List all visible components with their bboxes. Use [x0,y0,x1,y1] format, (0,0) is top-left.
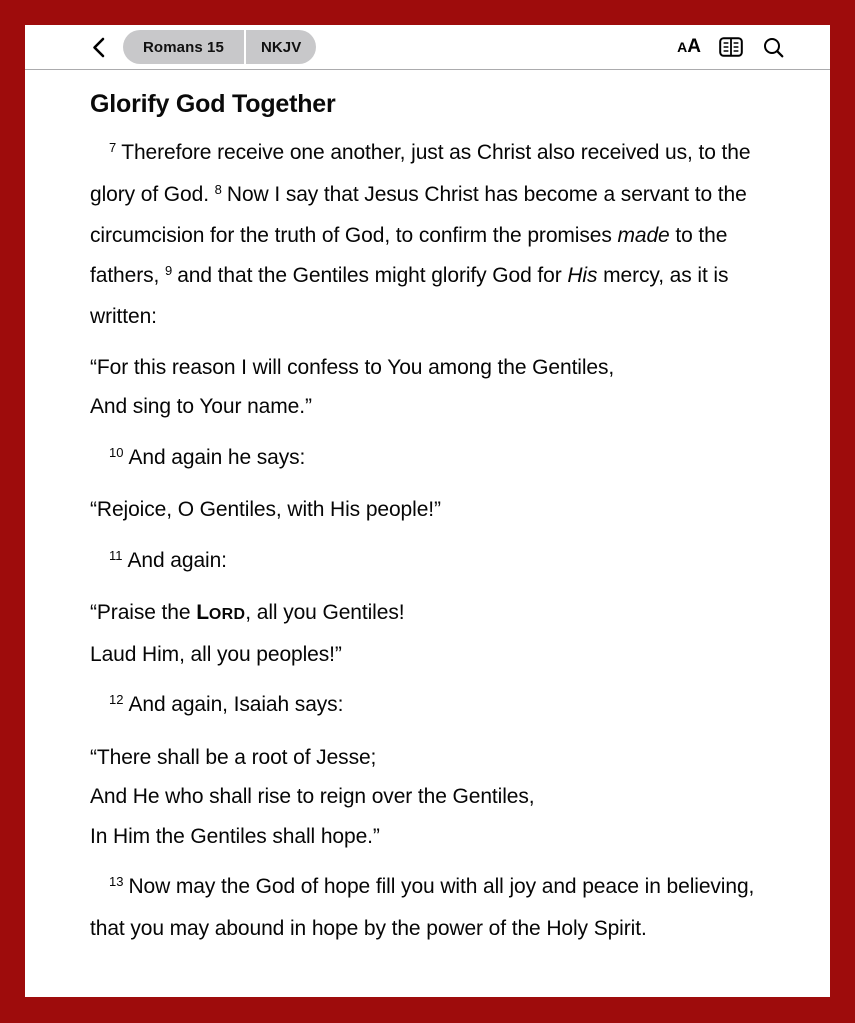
back-button[interactable] [83,30,113,64]
poetry-block [90,593,766,674]
poetry-block [90,738,766,857]
scripture-text: And again: [127,548,227,572]
poetry-block [90,490,766,530]
divine-name-smallcaps: LORD [196,601,246,624]
top-bar [25,25,830,70]
verse-number: 13 [109,874,124,889]
poetry-line [90,387,766,427]
chevron-left-icon [92,37,105,58]
verse-number: 11 [109,547,123,563]
search-button[interactable] [756,30,790,64]
scripture-text: Therefore receive one another, just as Christ also received us, to the glory of God. [90,141,751,206]
scripture-text: Now may the God of hope fill you with all joy and peace in believing, that you may abound in hope by the power of the Holy Spirit. [90,875,755,940]
verse-paragraph [90,541,766,583]
scripture-text: “Praise the [90,601,197,624]
poetry-line [90,738,766,778]
scripture-text: And again he says: [128,445,306,469]
verse-number: 12 [109,692,124,707]
poetry-line [90,490,766,530]
text-size-aa-icon: A A [677,36,701,57]
open-book-icon [719,37,743,57]
reference-pill [123,30,316,64]
scripture-text: mercy, as it is written: [90,263,729,328]
poetry-line [90,777,766,817]
italic-text: made [617,224,670,247]
text-size-button[interactable] [672,30,706,64]
scripture-text: and that the Gentiles might glorify God for [177,263,568,287]
verse-paragraph [90,685,766,727]
scripture-content [90,133,766,948]
poetry-line [90,348,766,388]
book-chapter-segment[interactable]: Romans 15 [123,30,244,64]
section-heading: Glorify God Together [90,90,336,118]
reader-view-button[interactable] [714,30,748,64]
poetry-block [90,348,766,427]
translation-segment[interactable]: NKJV [244,30,316,64]
scripture-text: Laud Him, all you peoples!” [90,642,342,666]
scripture-text: to the fathers, [90,224,728,287]
scripture-text: , all you Gentiles! [245,601,405,624]
scripture-text: And He who shall rise to reign over the Gentiles, [90,785,535,808]
verse-number: 10 [109,444,124,460]
scripture-text: “Rejoice, O Gentiles, with His people!” [90,498,441,521]
poetry-line [90,635,766,675]
scripture-text: “There shall be a root of Jesse; [90,745,377,769]
scripture-text: And again, Isaiah says: [128,693,344,716]
verse-number: 9 [164,262,173,278]
scripture-text: “For this reason I will confess to You among the Gentiles, [90,355,615,379]
verse-paragraph [90,133,766,337]
search-icon [763,37,784,58]
poetry-line [90,817,766,857]
verse-paragraph [90,867,766,948]
verse-number: 8 [214,181,222,197]
italic-text: His [567,263,598,287]
verse-number: 7 [109,140,117,155]
content-area [25,70,830,997]
scripture-text: In Him the Gentiles shall hope.” [90,824,380,848]
app-window [25,25,830,997]
poetry-line [90,593,766,635]
scripture-text: Now I say that Jesus Christ has become a servant to the circumcision for the truth of God, to confirm the promises [90,182,747,247]
verse-paragraph [90,438,766,480]
scripture-text: And sing to Your name.” [90,395,312,418]
